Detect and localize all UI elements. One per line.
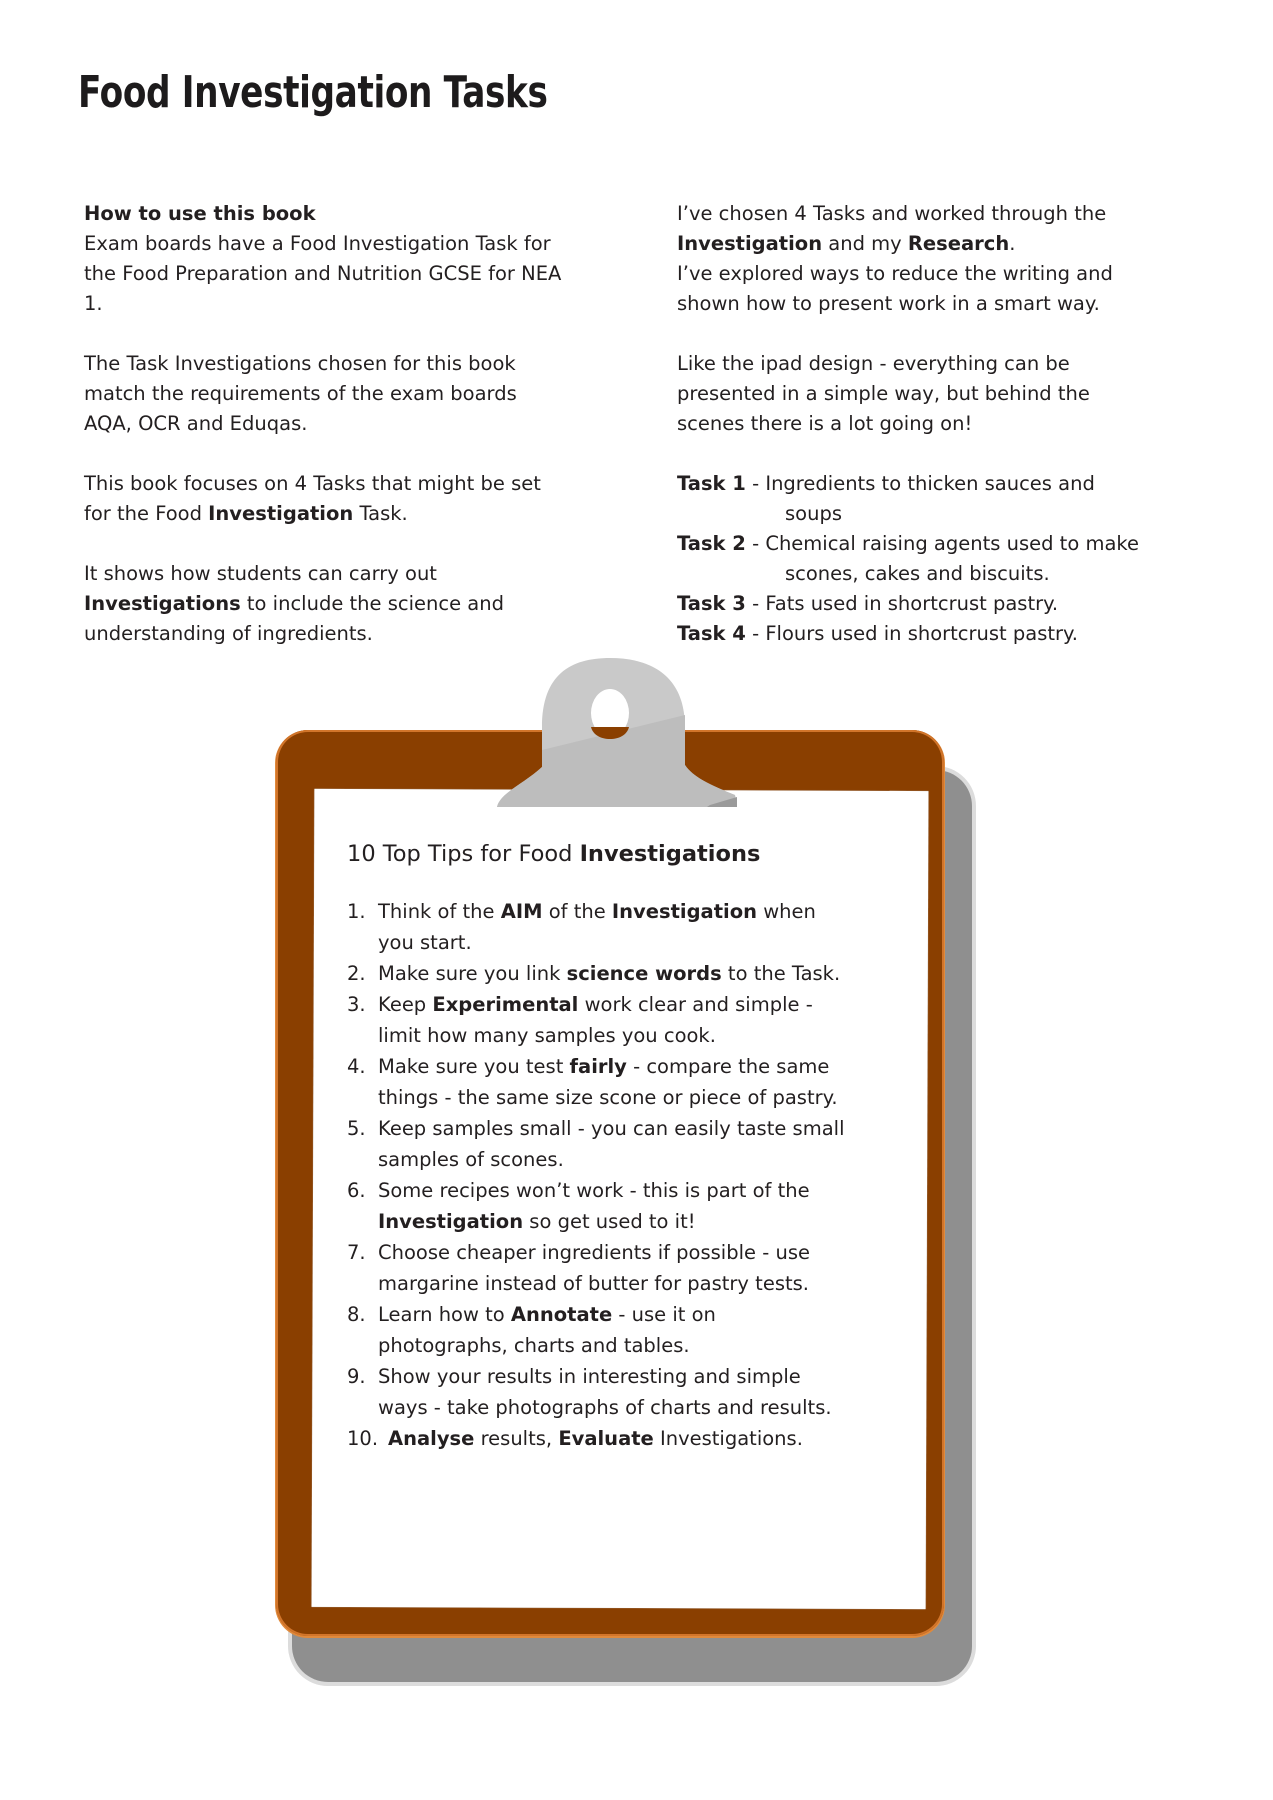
tip-item: [347, 989, 845, 1051]
tip-item: [347, 1175, 845, 1237]
tip-line: [388, 1423, 845, 1454]
tip-line: [378, 1330, 845, 1361]
text-run: Exam boards have a Food Investigation Task for: [84, 232, 551, 255]
text-line: [677, 379, 1139, 409]
text-run: photographs, charts and tables.: [378, 1334, 690, 1357]
text-run: .: [1009, 232, 1016, 255]
text-run: understanding of ingredients.: [84, 622, 373, 645]
tip-item: [347, 1113, 845, 1175]
text-run: I’ve explored ways to reduce the writing and: [677, 262, 1113, 285]
tip-number: 9.: [347, 1365, 366, 1388]
tip-number: 8.: [347, 1303, 366, 1326]
bold-text: Investigation: [378, 1210, 524, 1233]
bold-text: science words: [566, 962, 722, 985]
tip-line: [378, 1361, 845, 1392]
paragraph: [677, 199, 1139, 319]
left-paragraphs: [84, 229, 561, 649]
bold-text: Investigations: [579, 841, 761, 867]
tip-line: [378, 1237, 845, 1268]
text-run: work clear and simple -: [578, 993, 813, 1016]
task-list: [677, 469, 1139, 649]
text-run: Make sure you test: [378, 1055, 570, 1078]
bold-text: Annotate: [510, 1303, 613, 1326]
text-run: of the: [542, 900, 612, 923]
text-line: [84, 499, 561, 529]
text-run: samples of scones.: [378, 1148, 564, 1171]
tip-item: [347, 958, 845, 989]
text-run: margarine instead of butter for pastry tests.: [378, 1272, 809, 1295]
text-run: ways - take photographs of charts and results.: [378, 1396, 832, 1419]
text-run: shown how to present work in a smart way.: [677, 292, 1100, 315]
text-run: limit how many samples you cook.: [378, 1024, 716, 1047]
text-line: [677, 409, 1139, 439]
tip-item: [347, 896, 845, 958]
text-run: The Task Investigations chosen for this book: [84, 352, 516, 375]
task-label: Task 2: [677, 532, 746, 555]
text-run: Some recipes won’t work - this is part of the: [378, 1179, 810, 1202]
text-run: for the Food: [84, 502, 209, 525]
text-run: 10 Top Tips for Food: [347, 841, 580, 867]
tip-line: [378, 1051, 845, 1082]
text-run: presented in a simple way, but behind the: [677, 382, 1090, 405]
task-description: scones, cakes and biscuits.: [785, 562, 1050, 585]
tip-item: [347, 1051, 845, 1113]
tip-number: 6.: [347, 1179, 366, 1202]
text-run: to include the science and: [240, 592, 504, 615]
task-item: [677, 469, 1139, 529]
paragraph: [84, 559, 561, 649]
bold-text: Research: [907, 232, 1010, 255]
bold-text: Analyse: [388, 1427, 475, 1450]
text-run: AQA, OCR and Eduqas.: [84, 412, 308, 435]
task-description: - Flours used in shortcrust pastry.: [745, 622, 1079, 645]
tip-line: [378, 1020, 845, 1051]
bold-text: Investigation: [208, 502, 354, 525]
section-heading: How to use this book: [84, 202, 316, 225]
task-label: Task 3: [677, 592, 746, 615]
tip-line: [378, 896, 845, 927]
text-line: [677, 289, 1139, 319]
task-item: [677, 589, 1139, 619]
text-run: you start.: [378, 931, 472, 954]
right-paragraphs: [677, 199, 1139, 439]
text-run: - use it on: [612, 1303, 716, 1326]
text-run: Keep: [378, 993, 433, 1016]
tip-line: [378, 1175, 845, 1206]
text-run: Show your results in interesting and simple: [378, 1365, 801, 1388]
paragraph: [84, 229, 561, 319]
bold-text: Investigations: [84, 592, 241, 615]
tip-line: [378, 1113, 845, 1144]
text-run: Investigations.: [653, 1427, 803, 1450]
text-line: [84, 379, 561, 409]
clipboard-clip-icon: [495, 655, 740, 807]
bold-text: Investigation: [611, 900, 757, 923]
bold-text: Investigation: [677, 232, 823, 255]
bold-text: AIM: [500, 900, 543, 923]
text-line: [84, 229, 561, 259]
text-run: the Food Preparation and Nutrition GCSE for NEA: [84, 262, 562, 285]
text-line: [84, 409, 561, 439]
text-line: [677, 349, 1139, 379]
tip-line: [378, 958, 845, 989]
text-run: Make sure you link: [378, 962, 567, 985]
tip-number: 7.: [347, 1241, 366, 1264]
text-run: when: [757, 900, 816, 923]
task-label: Task 1: [677, 472, 746, 495]
bold-text: Experimental: [432, 993, 579, 1016]
paragraph: [84, 349, 561, 439]
text-run: scenes there is a lot going on!: [677, 412, 973, 435]
text-line: [677, 229, 1139, 259]
bold-text: Evaluate: [558, 1427, 654, 1450]
paragraph: [84, 469, 561, 529]
tip-line: [378, 1392, 845, 1423]
tip-item: [347, 1423, 845, 1454]
tips-list: [347, 896, 845, 1454]
text-line: [84, 469, 561, 499]
tip-item: [347, 1361, 845, 1423]
tip-item: [347, 1237, 845, 1299]
text-run: It shows how students can carry out: [84, 562, 437, 585]
text-line: [84, 349, 561, 379]
text-run: 1.: [84, 292, 103, 315]
text-run: Choose cheaper ingredients if possible - use: [378, 1241, 810, 1264]
intro-left-column: [84, 199, 561, 679]
paragraph: [677, 349, 1139, 439]
text-run: Think of the: [378, 900, 501, 923]
tip-item: [347, 1299, 845, 1361]
text-line: [84, 619, 561, 649]
tip-line: [378, 1206, 845, 1237]
task-description: - Fats used in shortcrust pastry.: [745, 592, 1059, 615]
tip-line: [378, 927, 845, 958]
tip-number: 5.: [347, 1117, 366, 1140]
text-line: [677, 199, 1139, 229]
text-run: results,: [474, 1427, 559, 1450]
task-label: Task 4: [677, 622, 746, 645]
text-run: Like the ipad design - everything can be: [677, 352, 1070, 375]
task-description: - Chemical raising agents used to make: [745, 532, 1139, 555]
task-item: [677, 619, 1139, 649]
tip-number: 10.: [347, 1427, 379, 1450]
text-line: [84, 259, 561, 289]
task-description: soups: [785, 502, 842, 525]
text-run: and my: [822, 232, 908, 255]
text-run: Task.: [353, 502, 408, 525]
text-run: Keep samples small - you can easily taste small: [378, 1117, 845, 1140]
text-run: Learn how to: [378, 1303, 511, 1326]
text-run: things - the same size scone or piece of pastry.: [378, 1086, 838, 1109]
text-line: [84, 559, 561, 589]
text-line: [84, 589, 561, 619]
text-run: so get used to it!: [523, 1210, 696, 1233]
tip-number: 1.: [347, 900, 366, 923]
text-line: [677, 259, 1139, 289]
text-line: [84, 289, 561, 319]
page-title: Food Investigation Tasks: [78, 67, 548, 118]
intro-right-column: [677, 199, 1139, 649]
tip-number: 3.: [347, 993, 366, 1016]
text-run: - compare the same: [626, 1055, 830, 1078]
tip-line: [378, 1299, 845, 1330]
text-run: This book focuses on 4 Tasks that might be set: [84, 472, 541, 495]
tip-line: [378, 1082, 845, 1113]
text-run: I’ve chosen 4 Tasks and worked through the: [677, 202, 1107, 225]
tip-line: [378, 1144, 845, 1175]
tip-number: 4.: [347, 1055, 366, 1078]
tip-number: 2.: [347, 962, 366, 985]
bold-text: fairly: [569, 1055, 627, 1078]
task-description: - Ingredients to thicken sauces and: [745, 472, 1095, 495]
text-run: to the Task.: [721, 962, 841, 985]
tips-heading: [347, 840, 760, 868]
tip-line: [378, 1268, 845, 1299]
task-item: [677, 529, 1139, 589]
text-run: match the requirements of the exam boards: [84, 382, 517, 405]
tip-line: [378, 989, 845, 1020]
